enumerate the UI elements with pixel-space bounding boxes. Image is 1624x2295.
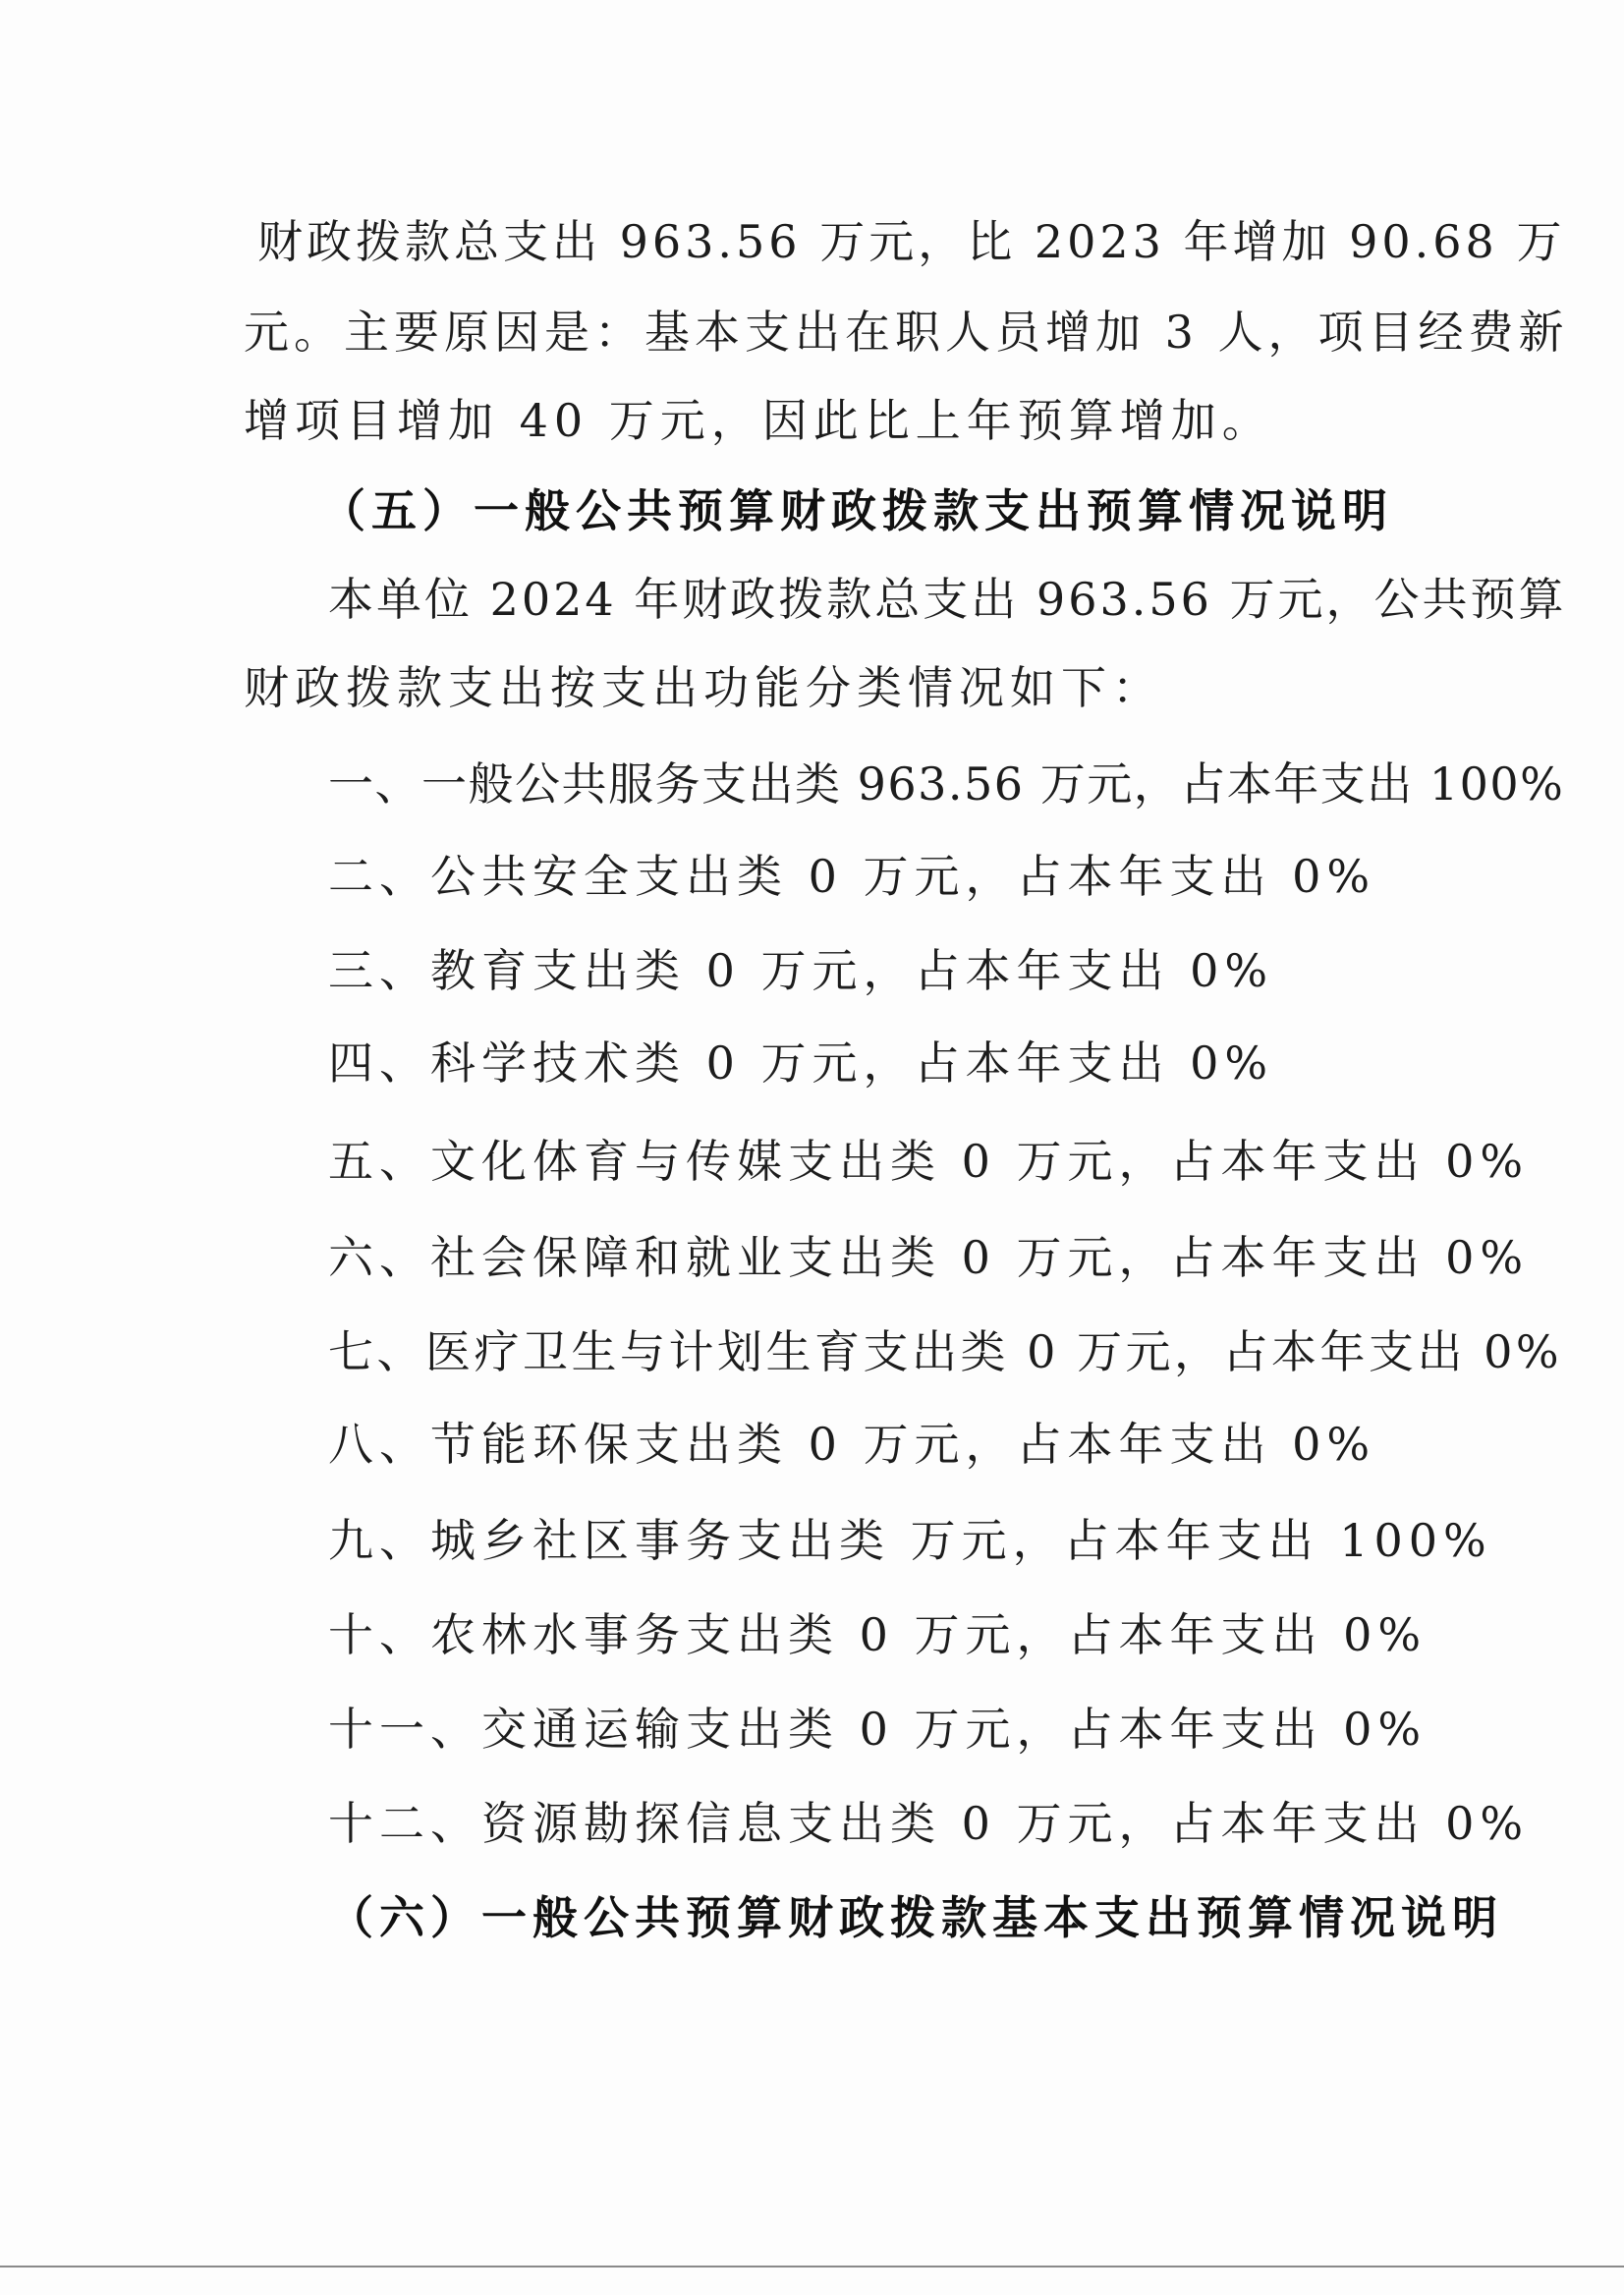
list-item: 八、节能环保支出类 0 万元，占本年支出 0% <box>328 1418 1376 1471</box>
section-5-heading: （五）一般公共预算财政拨款支出预算情况说明 <box>320 484 1393 537</box>
paragraph-line-1: 财政拨款总支出 963.56 万元，比 2023 年增加 90.68 万 <box>257 215 1566 268</box>
list-item: 二、公共安全支出类 0 万元，占本年支出 0% <box>328 850 1376 903</box>
page-bottom-rule <box>0 2266 1624 2267</box>
paragraph-line-2: 元。主要原因是：基本支出在职人员增加 3 人，项目经费新 <box>244 306 1569 359</box>
list-item: 一、一般公共服务支出类 963.56 万元，占本年支出 100% <box>328 757 1565 811</box>
list-item: 三、教育支出类 0 万元，占本年支出 0% <box>328 944 1274 997</box>
paragraph-line-3: 增项目增加 40 万元，因此比上年预算增加。 <box>244 394 1273 447</box>
list-item: 四、科学技术类 0 万元，占本年支出 0% <box>328 1036 1274 1090</box>
list-item: 十一、交通运输支出类 0 万元，占本年支出 0% <box>328 1703 1428 1756</box>
list-item: 五、文化体育与传媒支出类 0 万元，占本年支出 0% <box>328 1135 1530 1188</box>
section-5-intro-line-1: 本单位 2024 年财政拨款总支出 963.56 万元，公共预算 <box>328 573 1567 626</box>
list-item: 十、农林水事务支出类 0 万元，占本年支出 0% <box>328 1608 1428 1661</box>
section-5-intro-line-2: 财政拨款支出按支出功能分类情况如下： <box>244 661 1163 714</box>
list-item: 六、社会保障和就业支出类 0 万元，占本年支出 0% <box>328 1231 1530 1284</box>
list-item: 九、城乡社区事务支出类 万元，占本年支出 100% <box>328 1514 1492 1567</box>
list-item: 七、医疗卫生与计划生育支出类 0 万元，占本年支出 0% <box>328 1325 1563 1378</box>
list-item: 十二、资源勘探信息支出类 0 万元，占本年支出 0% <box>328 1797 1530 1850</box>
section-6-heading: （六）一般公共预算财政拨款基本支出预算情况说明 <box>328 1891 1503 1944</box>
